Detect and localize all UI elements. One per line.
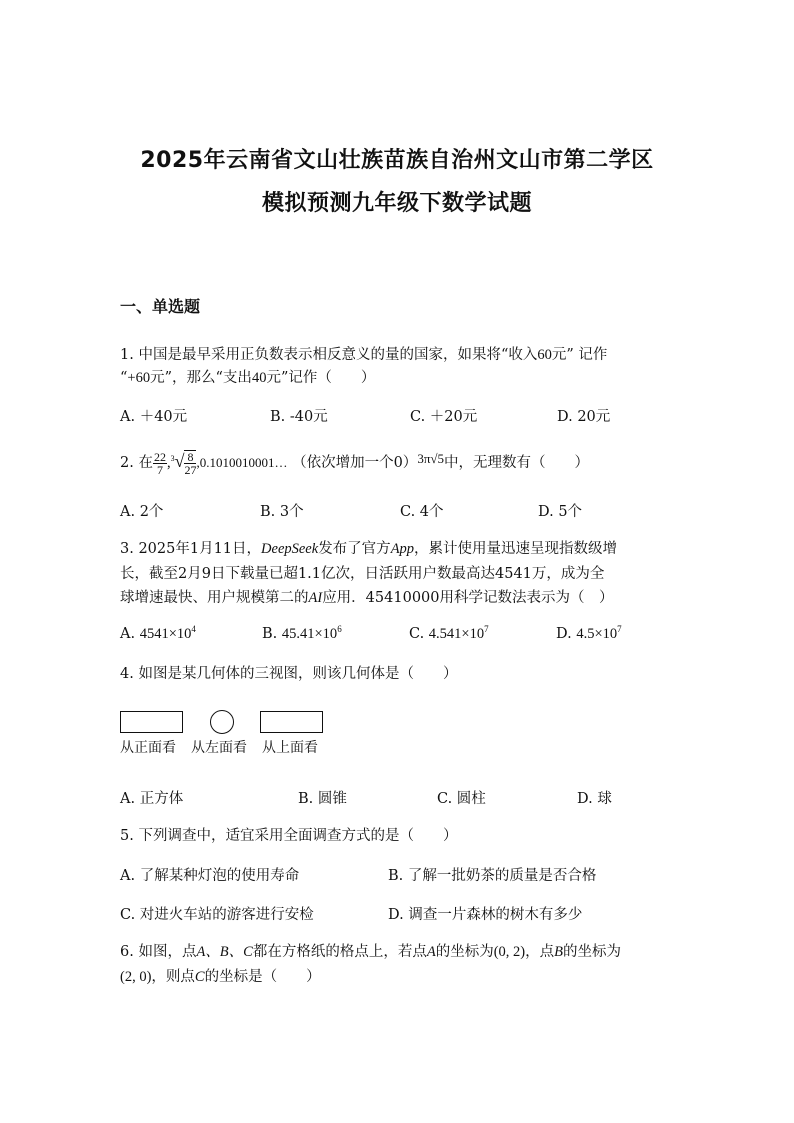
left-view-label: 从左面看 <box>191 740 247 756</box>
q4-option-b: B. 圆锥 <box>298 791 347 807</box>
q3-option-b: B. $45.41\times 10^6$ <box>262 624 342 642</box>
q2-option-d: D. 5个 <box>538 504 583 520</box>
question-5-text: 5. 下列调查中，适宜采用全面调查方式的是（ ） <box>120 828 458 844</box>
q1-option-b: B. -40元 <box>270 409 328 425</box>
top-view-label: 从上面看 <box>262 740 318 756</box>
question-3-line2: 长，截至2月9日下载量已超1.1亿次，日活跃用户数最高达4541万，成为全 <box>120 566 605 582</box>
q5-option-c: C. 对进火车站的游客进行安检 <box>120 907 314 923</box>
q3-option-a: A. $4541\times 10^4$ <box>120 624 196 642</box>
q3-option-d: D. $4.5\times 10^7$ <box>556 624 622 642</box>
question-1-line2: “+60元”，那么“支出40元”记作（ ） <box>120 370 376 386</box>
exam-title-line2: 模拟预测九年级下数学试题 <box>261 191 532 216</box>
q4-option-c: C. 圆柱 <box>437 791 486 807</box>
question-2-line: 2. 在 $\frac{22}{7}$ ,$^3$√ $\frac{8}{27}$ ,0.1010010001… （依次增加一个0）3π√5中，无理数有（ ） <box>120 449 590 477</box>
q4-option-d: D. 球 <box>577 791 612 807</box>
front-view-rectangle <box>120 711 183 733</box>
q5-option-b: B. 了解一批奶茶的质量是否合格 <box>388 868 597 884</box>
question-6-line1: 6. 如图，点A、B、C都在方格纸的格点上，若点A的坐标为(0, 2)，点B的坐标为 <box>120 944 621 960</box>
q5-option-d: D. 调查一片森林的树木有多少 <box>388 907 583 923</box>
section-heading: 一、单选题 <box>120 297 201 316</box>
question-3-line3: 球增速最快、用户规模第二的AI应用．45410000用科学记数法表示为（ ） <box>120 590 614 606</box>
exam-title-line1: 2025年云南省文山壮族苗族自治州文山市第二学区 <box>140 148 654 173</box>
question-1-line1: 1. 中国是最早采用正负数表示相反意义的量的国家，如果将“收入60元” 记作 <box>120 347 608 363</box>
q5-option-a: A. 了解某种灯泡的使用寿命 <box>120 868 300 884</box>
q1-option-d: D. 20元 <box>557 409 611 425</box>
question-3-line1: 3. 2025年1月11日，DeepSeek发布了官方App，累计使用量迅速呈现指数级增 <box>120 541 618 557</box>
question-6-line2: (2, 0)，则点C的坐标是（ ） <box>120 969 321 985</box>
left-view-circle <box>210 710 234 734</box>
q3-option-c: C. $4.541\times 10^7$ <box>409 624 489 642</box>
q2-option-c: C. 4个 <box>400 504 444 520</box>
q1-option-a: A. ＋40元 <box>120 409 188 425</box>
q2-option-a: A. 2个 <box>120 504 164 520</box>
fraction-22-7: $\frac{22}{7}$ <box>153 449 166 477</box>
top-view-rectangle <box>260 711 323 733</box>
q2-option-b: B. 3个 <box>260 504 304 520</box>
q1-option-c: C. ＋20元 <box>410 409 478 425</box>
q4-option-a: A. 正方体 <box>120 791 184 807</box>
question-4-text: 4. 如图是某几何体的三视图，则该几何体是（ ） <box>120 666 458 682</box>
fraction-8-27: $\frac{8}{27}$ <box>184 450 197 477</box>
front-view-label: 从正面看 <box>120 740 176 756</box>
